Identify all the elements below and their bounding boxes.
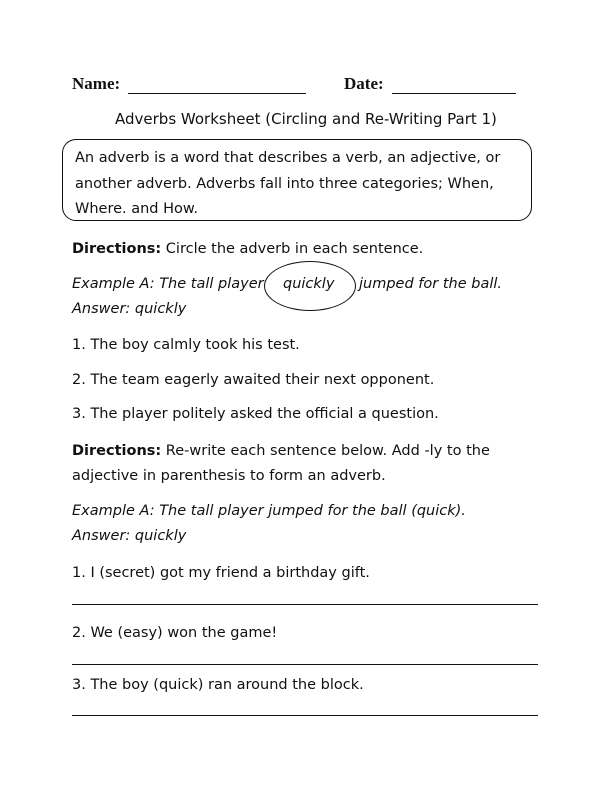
part2-directions-text-2: adjective in parenthesis to form an adverb. — [72, 468, 386, 484]
part1-example-before: Example A: The tall player — [72, 276, 264, 292]
part2-directions-label: Directions: — [72, 443, 162, 459]
page-title: Adverbs Worksheet (Circling and Re-Writing Part 1) — [115, 110, 497, 128]
part2-answer: Answer: quickly — [72, 528, 187, 544]
part2-directions — [72, 443, 490, 459]
answer-line-3[interactable] — [72, 715, 538, 716]
part1-directions — [72, 241, 423, 257]
date-field — [344, 74, 516, 94]
part1-answer: Answer: quickly — [72, 301, 187, 317]
part2-directions-text-1: Re-write each sentence below. Add -ly to the — [161, 443, 490, 459]
answer-line-2[interactable] — [72, 664, 538, 665]
part1-directions-label: Directions: — [72, 241, 162, 257]
part2-example: Example A: The tall player jumped for the ball (quick). — [72, 503, 466, 519]
answer-line-1[interactable] — [72, 604, 538, 605]
part2-item-2: 2. We (easy) won the game! — [72, 625, 278, 641]
part1-directions-text: Circle the adverb in each sentence. — [161, 241, 424, 257]
intro-line-2: another adverb. Adverbs fall into three categories; When, — [75, 176, 494, 192]
part1-item-3: 3. The player politely asked the official a question. — [72, 406, 439, 422]
name-blank[interactable] — [128, 79, 306, 94]
part1-item-2: 2. The team eagerly awaited their next opponent. — [72, 372, 435, 388]
part1-example-after: jumped for the ball. — [359, 276, 502, 292]
name-label: Name: — [72, 74, 121, 93]
part2-item-1: 1. I (secret) got my friend a birthday gift. — [72, 565, 370, 581]
part1-item-1: 1. The boy calmly took his test. — [72, 337, 300, 353]
intro-line-1: An adverb is a word that describes a verb, an adjective, or — [75, 150, 501, 166]
intro-line-3: Where. and How. — [75, 201, 199, 217]
date-blank[interactable] — [392, 79, 516, 94]
example-circled-word: quickly — [283, 276, 335, 292]
part2-item-3: 3. The boy (quick) ran around the block. — [72, 677, 364, 693]
name-field — [72, 74, 306, 94]
date-label: Date: — [344, 74, 384, 93]
